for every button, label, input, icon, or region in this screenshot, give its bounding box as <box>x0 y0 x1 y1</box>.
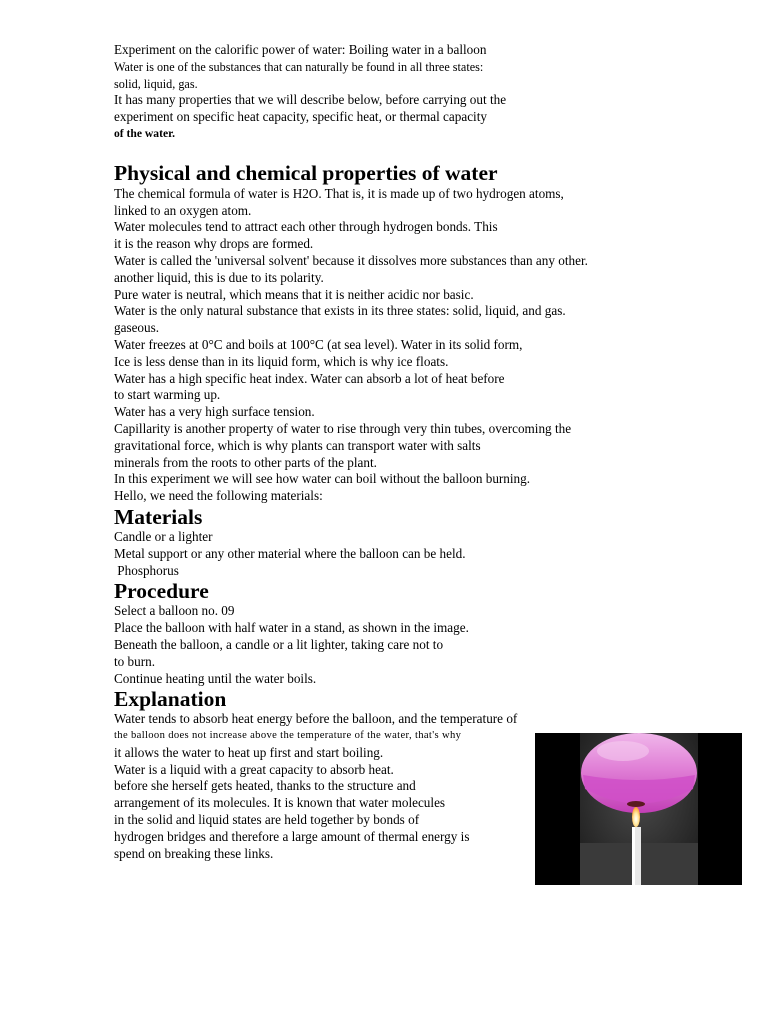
intro-line: Water is one of the substances that can naturally be found in all three states: <box>114 59 484 74</box>
body-line: it allows the water to heat up first and start boiling. <box>114 744 384 760</box>
intro-line: of the water. <box>114 126 176 140</box>
body-line: it is the reason why drops are formed. <box>114 236 314 252</box>
procedure-step: Beneath the balloon, a candle or a lit lighter, taking care not to <box>114 636 444 652</box>
body-line: In this experiment we will see how water can boil without the balloon burning. <box>114 471 531 487</box>
body-line: another liquid, this is due to its polarity. <box>114 269 324 285</box>
body-line: before she herself gets heated, thanks to the structure and <box>114 778 416 794</box>
materials-heading: Materials <box>114 504 203 529</box>
intro-line: It has many properties that we will describe below, before carrying out the <box>114 92 507 108</box>
balloon-candle-illustration <box>535 733 742 885</box>
body-line: Water is called the 'universal solvent' because it dissolves more substances than any other. <box>114 252 588 268</box>
procedure-step: to burn. <box>114 653 156 669</box>
body-line: Ice is less dense than in its liquid form, which is why ice floats. <box>114 353 449 369</box>
body-line: Water molecules tend to attract each other through hydrogen bonds. This <box>114 219 498 235</box>
body-line: Hello, we need the following materials: <box>114 488 323 504</box>
body-line: Water freezes at 0°C and boils at 100°C (at sea level). Water in its solid form, <box>114 336 523 352</box>
body-line: spend on breaking these links. <box>114 845 274 861</box>
intro-line: solid, liquid, gas. <box>114 76 198 91</box>
body-line: to start warming up. <box>114 387 221 403</box>
intro-title: Experiment on the calorific power of water: Boiling water in a balloon <box>114 42 487 57</box>
body-line: minerals from the roots to other parts of the plant. <box>114 454 377 470</box>
balloon-candle-photo <box>535 733 742 885</box>
procedure-heading: Procedure <box>114 579 209 604</box>
body-line: Water is the only natural substance that exists in its three states: solid, liquid, and gas. <box>114 303 566 319</box>
materials-item: Phosphorus <box>114 562 179 578</box>
body-line: gaseous. <box>114 320 160 336</box>
body-line: arrangement of its molecules. It is known that water molecules <box>114 795 446 811</box>
body-line: the balloon does not increase above the temperature of the water, that's why <box>114 730 462 742</box>
body-line: The chemical formula of water is H2O. That is, it is made up of two hydrogen atoms, <box>114 185 564 201</box>
properties-heading: Physical and chemical properties of water <box>114 160 498 185</box>
body-line: Water tends to absorb heat energy before the balloon, and the temperature of <box>114 711 518 727</box>
body-line: in the solid and liquid states are held together by bonds of <box>114 812 420 828</box>
explanation-heading: Explanation <box>114 687 227 712</box>
body-line: Pure water is neutral, which means that it is neither acidic nor basic. <box>114 286 474 302</box>
body-line: Water is a liquid with a great capacity to absorb heat. <box>114 761 394 777</box>
body-line: Water has a high specific heat index. Water can absorb a lot of heat before <box>114 370 505 386</box>
body-line: linked to an oxygen atom. <box>114 202 252 218</box>
materials-item: Metal support or any other material where the balloon can be held. <box>114 545 466 561</box>
procedure-step: Continue heating until the water boils. <box>114 670 317 686</box>
body-line: Water has a very high surface tension. <box>114 404 315 420</box>
flame <box>632 807 640 827</box>
procedure-step: Place the balloon with half water in a stand, as shown in the image. <box>114 620 469 636</box>
materials-item: Candle or a lighter <box>114 528 213 544</box>
body-line: gravitational force, which is why plants can transport water with salts <box>114 437 481 453</box>
body-line: hydrogen bridges and therefore a large amount of thermal energy is <box>114 828 470 844</box>
intro-line: experiment on specific heat capacity, specific heat, or thermal capacity <box>114 109 487 125</box>
procedure-step: Select a balloon no. 09 <box>114 603 235 619</box>
body-line: Capillarity is another property of water to rise through very thin tubes, overcoming the <box>114 420 572 436</box>
